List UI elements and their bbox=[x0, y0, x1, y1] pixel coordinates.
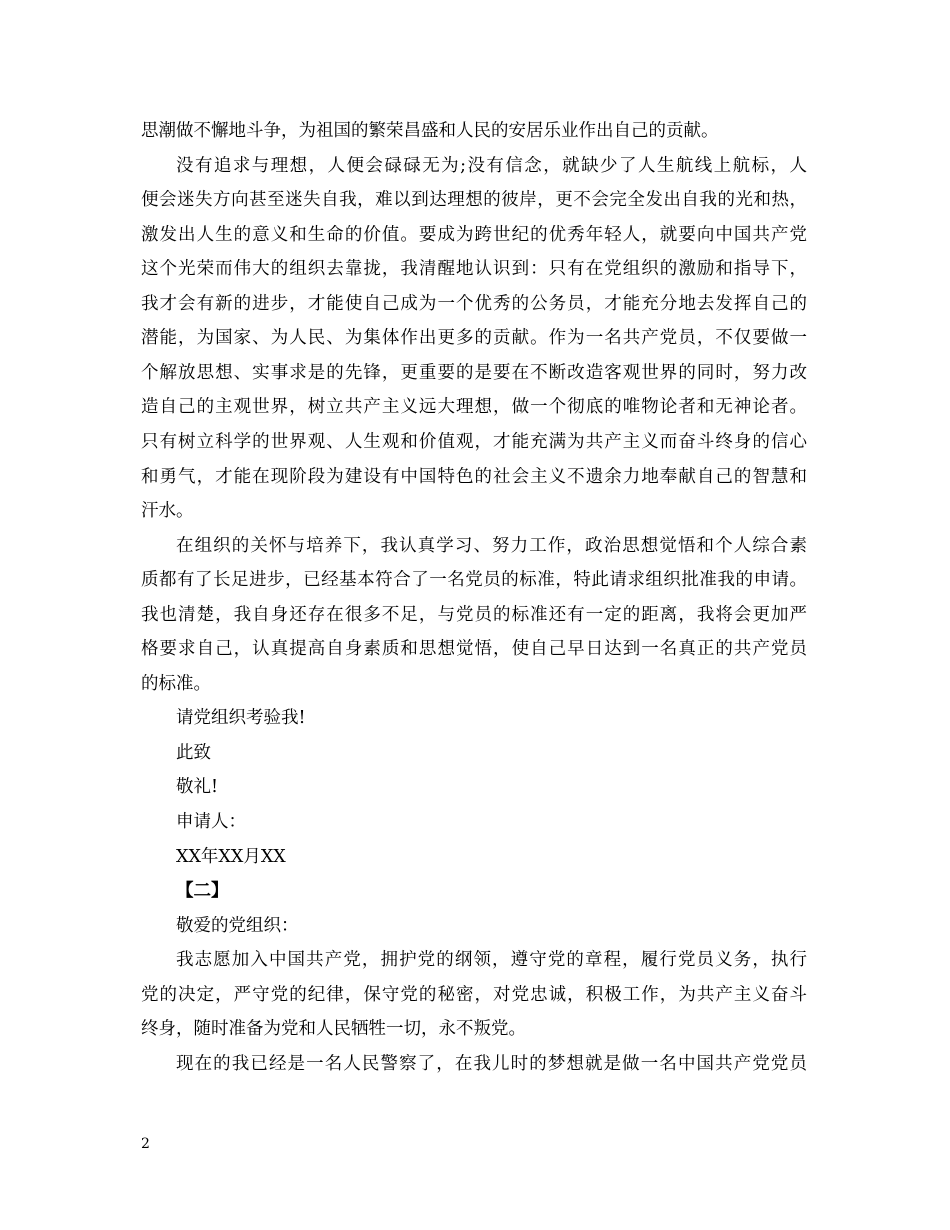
paragraph-line bbox=[141, 671, 807, 697]
line-text: 敬爱的党组织： bbox=[176, 915, 299, 936]
line-text: 潜能，为国家、为人民、为集体作出更多的贡献。作为一名共产党员，不仅要做一 bbox=[141, 328, 809, 349]
line-text: 我志愿加入中国共产党，拥护党的纲领，遵守党的章程，履行党员义务，执行 bbox=[176, 950, 809, 971]
paragraph-line bbox=[176, 740, 807, 766]
line-text: 终身，随时准备为党和人民牺牲一切，永不叛党。 bbox=[141, 1019, 526, 1040]
paragraph-line bbox=[141, 118, 807, 144]
paragraph-line bbox=[141, 464, 807, 490]
paragraph-line bbox=[176, 844, 807, 870]
line-text: 党的决定，严守党的纪律，保守党的秘密，对党忠诚，积极工作，为共产主义奋斗 bbox=[141, 984, 809, 1005]
line-text: 在组织的关怀与培养下，我认真学习、努力工作，政治思想觉悟和个人综合素 bbox=[176, 535, 809, 556]
line-text: 造自己的主观世界，树立共产主义远大理想，做一个彻底的唯物论者和无神论者。 bbox=[141, 397, 809, 418]
line-text: 此致 bbox=[176, 742, 211, 763]
paragraph-line bbox=[141, 982, 807, 1008]
paragraph-line bbox=[176, 913, 807, 939]
paragraph-line bbox=[141, 222, 807, 248]
paragraph-line bbox=[176, 705, 807, 731]
line-text: 汗水。 bbox=[141, 501, 194, 522]
line-text: 和勇气，才能在现阶段为建设有中国特色的社会主义不遗余力地奉献自己的智慧和 bbox=[141, 466, 809, 487]
paragraph-line bbox=[176, 947, 807, 973]
paragraph-line bbox=[141, 291, 807, 317]
line-text: 我也清楚，我自身还存在很多不足，与党员的标准还有一定的距离，我将会更加严 bbox=[141, 604, 809, 625]
line-text: 格要求自己，认真提高自身素质和思想觉悟，使自己早日达到一名真正的共产党员 bbox=[141, 639, 809, 660]
paragraph-line bbox=[141, 498, 807, 524]
paragraph-line bbox=[141, 256, 807, 282]
paragraph-line bbox=[141, 429, 807, 455]
line-text: 申请人： bbox=[176, 812, 246, 832]
paragraph-line bbox=[176, 1051, 807, 1077]
paragraph-line bbox=[176, 774, 807, 800]
paragraph-line bbox=[141, 567, 807, 593]
paragraph-line bbox=[141, 187, 807, 213]
paragraph-line bbox=[141, 1016, 807, 1042]
line-text: 我才会有新的进步，才能使自己成为一个优秀的公务员，才能充分地去发挥自己的 bbox=[141, 293, 809, 314]
line-text: 这个光荣而伟大的组织去靠拢，我清醒地认识到：只有在党组织的激励和指导下， bbox=[141, 259, 809, 280]
line-text: 便会迷失方向甚至迷失自我，难以到达理想的彼岸，更不会完全发出自我的光和热， bbox=[141, 190, 808, 211]
line-text: 敬礼! bbox=[176, 777, 219, 798]
paragraph-line bbox=[176, 878, 807, 904]
paragraph-line bbox=[176, 809, 807, 835]
paragraph-line bbox=[176, 533, 807, 559]
paragraph-line bbox=[141, 360, 807, 386]
line-text: 思潮做不懈地斗争，为祖国的繁荣昌盛和人民的安居乐业作出自己的贡献。 bbox=[141, 121, 719, 141]
line-text: 现在的我已经是一名人民警察了，在我儿时的梦想就是做一名中国共产党党员 bbox=[176, 1053, 809, 1074]
line-text: 激发出人生的意义和生命的价值。要成为跨世纪的优秀年轻人，就要向中国共产党 bbox=[141, 224, 809, 245]
line-text: 请党组织考验我! bbox=[176, 708, 306, 729]
line-text: XX年XX月XX bbox=[176, 846, 286, 867]
paragraph-line bbox=[141, 325, 807, 351]
page-number: 2 bbox=[141, 1136, 150, 1152]
line-text: 的标准。 bbox=[141, 673, 211, 694]
line-text: 个解放思想、实事求是的先锋，更重要的是要在不断改造客观世界的同时，努力改 bbox=[141, 362, 809, 383]
paragraph-line bbox=[176, 153, 807, 179]
line-text: 质都有了长足进步，已经基本符合了一名党员的标准，特此请求组织批准我的申请。 bbox=[141, 570, 808, 591]
line-text: 只有树立科学的世界观、人生观和价值观，才能充满为共产主义而奋斗终身的信心 bbox=[141, 431, 809, 452]
line-text: 【二】 bbox=[176, 881, 229, 902]
paragraph-line bbox=[141, 394, 807, 420]
line-text: 没有追求与理想，人便会碌碌无为;没有信念，就缺少了人生航线上航标，人 bbox=[176, 155, 809, 176]
paragraph-line bbox=[141, 636, 807, 662]
paragraph-line bbox=[141, 602, 807, 628]
